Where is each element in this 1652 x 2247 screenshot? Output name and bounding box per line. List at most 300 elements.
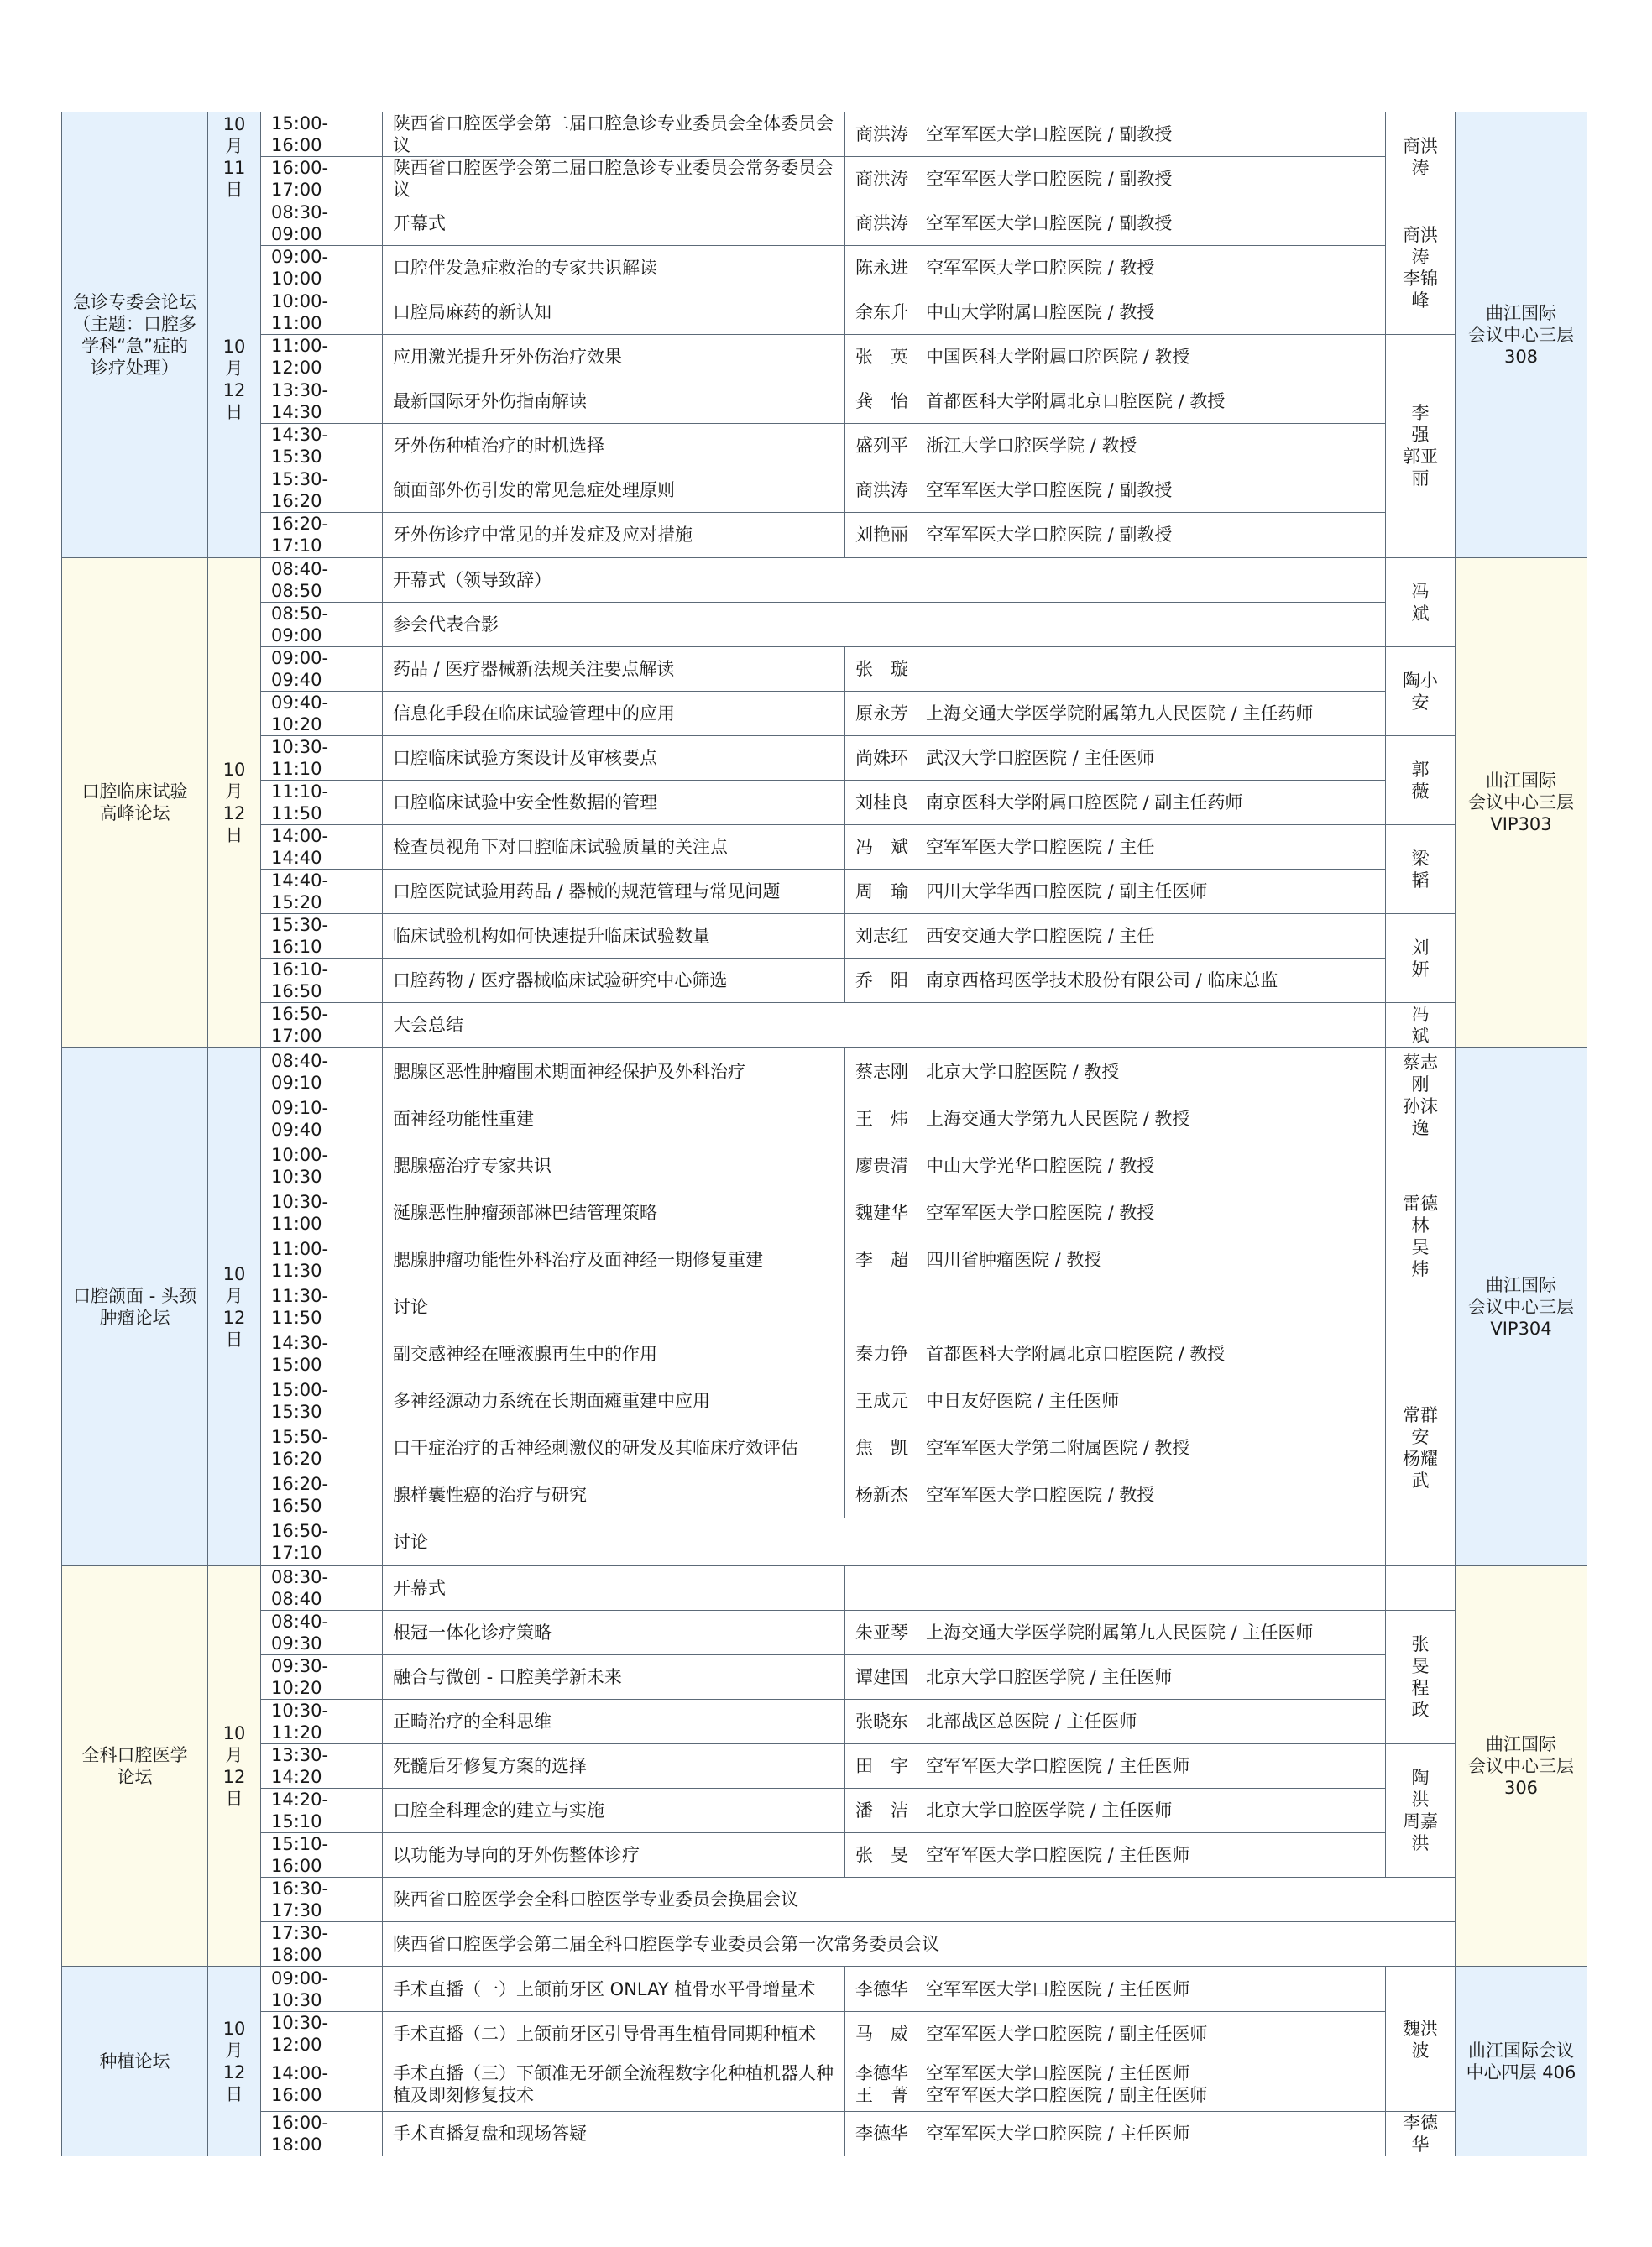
host-name [1396, 135, 1445, 179]
speaker-cell [845, 424, 1386, 468]
speaker-name: 刘志红 [855, 926, 908, 946]
speaker-line [855, 1484, 1375, 1506]
host-name-line: 郭 薇 [1411, 759, 1447, 802]
date-text [218, 759, 250, 846]
speaker-line [855, 1061, 1375, 1083]
speaker-cell [845, 1048, 1386, 1095]
speaker-name: 王 炜 [855, 1108, 908, 1129]
speaker-name: 马 威 [855, 2024, 908, 2044]
speaker-line [855, 2084, 1375, 2106]
speaker-name: 廖贵清 [855, 1155, 908, 1176]
speaker-name: 商洪涛 [855, 169, 908, 189]
session-time: 10:30-11:10 [261, 736, 383, 781]
speaker-affiliation: 武汉大学口腔医院 / 主任医师 [926, 748, 1155, 768]
date-text [218, 2018, 250, 2105]
table-row [62, 825, 1587, 870]
session-topic: 多神经源动力系统在长期面瘫重建中应用 [383, 1377, 845, 1424]
host-name [1396, 1404, 1445, 1492]
session-date [208, 558, 261, 1048]
session-topic: 口干症治疗的舌神经刺激仪的研发及其临床疗效评估 [383, 1424, 845, 1471]
speaker-cell [845, 335, 1386, 379]
table-row [62, 1283, 1587, 1330]
table-row [62, 112, 1587, 157]
session-topic: 信息化手段在临床试验管理中的应用 [383, 692, 845, 736]
speaker-name: 李德华 [855, 2124, 908, 2144]
session-topic: 开幕式 [383, 1566, 845, 1611]
session-topic: 参会代表合影 [383, 603, 1386, 647]
speaker-name: 商洪涛 [855, 480, 908, 500]
session-time: 16:20-16:50 [261, 1471, 383, 1518]
venue-text-line: 中心四层 406 [1466, 2062, 1576, 2082]
speaker-name: 原永芳 [855, 703, 908, 724]
session-topic: 手术直播（二）上颌前牙区引导骨再生植骨同期种植术 [383, 2012, 845, 2056]
table-row [62, 2012, 1587, 2056]
date-text-line: 10月 [222, 336, 246, 379]
speaker-affiliation: 北京大学口腔医院 / 教授 [926, 1061, 1120, 1082]
speaker-affiliation: 中山大学光华口腔医院 / 教授 [926, 1155, 1155, 1176]
table-row [62, 1095, 1587, 1142]
speaker-name: 潘 洁 [855, 1800, 908, 1821]
speaker-name: 张晓东 [855, 1711, 908, 1732]
session-topic: 涎腺恶性肿瘤颈部淋巴结管理策略 [383, 1189, 845, 1236]
speaker-affiliation: 首都医科大学附属北京口腔医院 / 教授 [926, 391, 1226, 411]
session-topic: 腺样囊性癌的治疗与研究 [383, 1471, 845, 1518]
speaker-line [855, 1343, 1375, 1365]
table-row [62, 379, 1587, 424]
session-date [208, 1967, 261, 2156]
session-topic: 药品 / 医疗器械新法规关注要点解读 [383, 647, 845, 692]
speaker-name: 谭建国 [855, 1667, 908, 1687]
session-time: 15:30-16:20 [261, 468, 383, 513]
speaker-cell [845, 1700, 1386, 1744]
date-text-line: 10月 [222, 760, 246, 802]
host-name-line: 梁 韬 [1411, 848, 1447, 891]
venue-text [1466, 770, 1576, 835]
speaker-cell [845, 1789, 1386, 1833]
session-date [208, 201, 261, 557]
session-host [1386, 1744, 1456, 1878]
speaker-name: 盛列平 [855, 436, 908, 456]
speaker-affiliation: 中国医科大学附属口腔医院 / 教授 [926, 347, 1190, 367]
speaker-affiliation: 四川大学华西口腔医院 / 副主任医师 [926, 881, 1208, 901]
speaker-line [855, 1711, 1375, 1732]
session-time: 10:30-12:00 [261, 2012, 383, 2056]
speaker-cell [845, 1236, 1386, 1283]
session-date [208, 1566, 261, 1967]
session-time: 08:40-08:50 [261, 558, 383, 603]
speaker-cell [845, 2012, 1386, 2056]
session-host [1386, 647, 1456, 736]
table-row [62, 2056, 1587, 2112]
speaker-affiliation: 北京大学口腔医学院 / 主任医师 [926, 1800, 1173, 1821]
session-topic: 颌面部外伤引发的常见急症处理原则 [383, 468, 845, 513]
speaker-cell [845, 2056, 1386, 2112]
venue-text-line: 曲江国际 [1486, 302, 1556, 323]
speaker-line [855, 1249, 1375, 1271]
date-text-line: 10月 [222, 1263, 246, 1306]
date-text-line: 10月 [222, 2019, 246, 2061]
date-text-line: 11日 [222, 157, 246, 200]
host-name [1396, 1767, 1445, 1854]
speaker-line [855, 881, 1375, 902]
session-host [1386, 112, 1456, 201]
session-topic: 副交感神经在唾液腺再生中的作用 [383, 1330, 845, 1377]
host-name-line: 孙沫逸 [1403, 1095, 1438, 1138]
table-row [62, 290, 1587, 335]
forum-name-text-line: 学科“急”症的 [81, 335, 188, 356]
table-row [62, 1611, 1587, 1655]
session-topic: 陕西省口腔医学会第二届口腔急诊专业委员会常务委员会议 [383, 157, 845, 201]
venue-text-line: 会议中心三层 [1468, 792, 1574, 813]
speaker-cell [845, 914, 1386, 959]
session-topic: 口腔临床试验中安全性数据的管理 [383, 781, 845, 825]
session-topic: 口腔局麻药的新认知 [383, 290, 845, 335]
venue-text-line: 曲江国际会议 [1468, 2041, 1574, 2061]
speaker-line [855, 435, 1375, 457]
host-name [1396, 670, 1445, 713]
forum-name-text [72, 2051, 197, 2072]
session-topic: 正畸治疗的全科思维 [383, 1700, 845, 1744]
session-topic: 口腔医院试验用药品 / 器械的规范管理与常见问题 [383, 870, 845, 914]
speaker-affiliation: 空军军医大学口腔医院 / 主任医师 [926, 1845, 1190, 1865]
host-name-line: 魏洪波 [1403, 2018, 1438, 2061]
forum-block [61, 1967, 1587, 2156]
session-topic: 检查员视角下对口腔临床试验质量的关注点 [383, 825, 845, 870]
session-time: 15:50-16:20 [261, 1424, 383, 1471]
date-text-line: 10月 [222, 1723, 246, 1765]
forum-name-text [72, 1285, 197, 1329]
schedule-table [61, 112, 1587, 2156]
host-name-line: 商洪涛 [1403, 135, 1438, 178]
session-topic: 以功能为导向的牙外伤整体诊疗 [383, 1833, 845, 1878]
session-time: 14:30-15:30 [261, 424, 383, 468]
table-row [62, 1833, 1587, 1878]
table-row [62, 781, 1587, 825]
session-host [1386, 825, 1456, 914]
table-row [62, 603, 1587, 647]
venue-text-line: 会议中心三层 [1468, 1296, 1574, 1317]
session-time: 14:30-15:00 [261, 1330, 383, 1377]
forum-name [62, 1566, 208, 1967]
date-text-line: 12日 [222, 1767, 246, 1809]
forum-block [61, 112, 1587, 557]
speaker-line [855, 123, 1375, 145]
speaker-cell [845, 1189, 1386, 1236]
session-time: 16:20-17:10 [261, 513, 383, 557]
date-text [218, 1263, 250, 1351]
session-host [1386, 1003, 1456, 1048]
speaker-line [855, 1666, 1375, 1688]
host-name-line: 冯 斌 [1411, 581, 1447, 624]
session-topic: 口腔伴发急症救治的专家共识解读 [383, 246, 845, 290]
speaker-affiliation: 空军军医大学口腔医院 / 主任医师 [926, 1979, 1190, 1999]
session-time: 14:20-15:10 [261, 1789, 383, 1833]
forum-name-text-line: 论坛 [117, 1767, 153, 1787]
speaker-line [855, 1202, 1375, 1224]
session-time: 09:00-10:00 [261, 246, 383, 290]
session-time: 09:30-10:20 [261, 1655, 383, 1700]
session-time: 16:30-17:30 [261, 1878, 383, 1922]
session-time: 16:50-17:00 [261, 1003, 383, 1048]
speaker-cell [845, 1744, 1386, 1789]
speaker-cell [845, 513, 1386, 557]
session-time: 08:40-09:30 [261, 1611, 383, 1655]
table-row [62, 1655, 1587, 1700]
session-time: 08:40-09:10 [261, 1048, 383, 1095]
session-time: 10:30-11:20 [261, 1700, 383, 1744]
host-name [1396, 1003, 1445, 1047]
date-text [218, 336, 250, 423]
table-row [62, 1967, 1587, 2012]
speaker-name: 魏建华 [855, 1202, 908, 1223]
session-topic: 最新国际牙外伤指南解读 [383, 379, 845, 424]
table-row [62, 959, 1587, 1003]
speaker-cell [845, 692, 1386, 736]
venue-text [1466, 2040, 1576, 2083]
session-time: 14:00-16:00 [261, 2056, 383, 2112]
speaker-name: 王成元 [855, 1390, 908, 1411]
session-topic: 融合与微创 - 口腔美学新未来 [383, 1655, 845, 1700]
session-host [1386, 1566, 1456, 1611]
speaker-name: 杨新杰 [855, 1484, 908, 1505]
date-text-line: 12日 [222, 379, 246, 422]
session-topic: 腮腺区恶性肿瘤围术期面神经保护及外科治疗 [383, 1048, 845, 1095]
speaker-affiliation: 空军军医大学口腔医院 / 副教授 [926, 480, 1173, 500]
session-host [1386, 736, 1456, 825]
session-time: 09:40-10:20 [261, 692, 383, 736]
venue-text-line: VIP304 [1490, 1318, 1552, 1339]
table-row [62, 424, 1587, 468]
table-row [62, 647, 1587, 692]
speaker-affiliation: 空军军医大学第二附属医院 / 教授 [926, 1437, 1190, 1458]
forum-name [62, 112, 208, 557]
session-topic: 手术直播（三）下颌准无牙颌全流程数字化种植机器人种植及即刻修复技术 [383, 2056, 845, 2112]
session-topic: 口腔临床试验方案设计及审核要点 [383, 736, 845, 781]
forum-name-text-line: 诊疗处理） [91, 357, 179, 378]
speaker-line [855, 969, 1375, 991]
speaker-affiliation: 空军军医大学口腔医院 / 主任 [926, 837, 1155, 857]
speaker-affiliation: 空军军医大学口腔医院 / 主任医师 [926, 2062, 1190, 2083]
forum-name-text-line: 急诊专委会论坛 [73, 291, 196, 312]
speaker-cell [845, 112, 1386, 157]
speaker-name: 乔 阳 [855, 970, 908, 990]
speaker-name: 朱亚琴 [855, 1623, 908, 1643]
session-time: 09:10-09:40 [261, 1095, 383, 1142]
session-topic: 开幕式 [383, 201, 845, 246]
speaker-affiliation: 南京医科大学附属口腔医院 / 副主任药师 [926, 792, 1243, 813]
speaker-line [855, 1978, 1375, 2000]
speaker-name: 秦力铮 [855, 1343, 908, 1364]
table-row [62, 1922, 1587, 1967]
session-host [1386, 558, 1456, 647]
speaker-name: 余东升 [855, 302, 908, 322]
speaker-line [855, 1108, 1375, 1130]
speaker-cell [845, 1611, 1386, 1655]
host-name-line: 陶小安 [1403, 670, 1438, 713]
speaker-line [855, 524, 1375, 546]
speaker-name: 张 英 [855, 347, 908, 367]
forum-name [62, 1048, 208, 1565]
host-name [1396, 2112, 1445, 2156]
table-row [62, 1377, 1587, 1424]
venue-text-line: 曲江国际 [1486, 1734, 1556, 1754]
speaker-affiliation: 上海交通大学医学院附属第九人民医院 / 主任医师 [926, 1623, 1314, 1643]
speaker-line [855, 1155, 1375, 1177]
session-topic: 牙外伤种植治疗的时机选择 [383, 424, 845, 468]
speaker-cell [845, 468, 1386, 513]
speaker-name: 李 超 [855, 1249, 908, 1270]
session-topic: 面神经功能性重建 [383, 1095, 845, 1142]
table-row [62, 692, 1587, 736]
speaker-line [855, 1800, 1375, 1821]
speaker-line [855, 1622, 1375, 1643]
host-name-line: 陶 洪 [1411, 1768, 1447, 1810]
speaker-affiliation: 北京大学口腔医学院 / 主任医师 [926, 1667, 1173, 1687]
session-topic: 根冠一体化诊疗策略 [383, 1611, 845, 1655]
speaker-affiliation: 浙江大学口腔医学院 / 教授 [926, 436, 1137, 456]
venue-text-line: VIP303 [1490, 814, 1552, 834]
session-time: 16:00-17:00 [261, 157, 383, 201]
session-topic: 死髓后牙修复方案的选择 [383, 1744, 845, 1789]
session-time: 11:30-11:50 [261, 1283, 383, 1330]
host-name [1396, 848, 1445, 891]
speaker-line [855, 346, 1375, 368]
host-name [1396, 1052, 1445, 1139]
speaker-name: 陈永进 [855, 258, 908, 278]
speaker-affiliation: 上海交通大学医学院附属第九人民医院 / 主任药师 [926, 703, 1314, 724]
speaker-name: 商洪涛 [855, 124, 908, 144]
venue-text-line: 308 [1503, 346, 1539, 367]
forum-block [61, 1565, 1587, 1967]
forum-name-text [72, 781, 197, 824]
forum-block [61, 557, 1587, 1048]
table-row [62, 1789, 1587, 1833]
date-text [218, 113, 250, 201]
speaker-affiliation: 北部战区总医院 / 主任医师 [926, 1711, 1137, 1732]
host-name-line: 蔡志刚 [1403, 1052, 1438, 1095]
venue-text-line: 会议中心三层 [1468, 1756, 1574, 1776]
session-time: 08:50-09:00 [261, 603, 383, 647]
table-row [62, 736, 1587, 781]
speaker-cell [845, 1655, 1386, 1700]
host-name-line: 张 旻 [1411, 1634, 1447, 1676]
session-topic: 讨论 [383, 1283, 845, 1330]
speaker-line [855, 1437, 1375, 1459]
host-name [1396, 1193, 1445, 1280]
session-host [1386, 1967, 1456, 2112]
venue-text [1466, 1733, 1576, 1799]
speaker-line [855, 792, 1375, 813]
speaker-name: 焦 凯 [855, 1437, 908, 1458]
session-host [1386, 201, 1456, 335]
session-time: 15:00-16:00 [261, 112, 383, 157]
speaker-name: 刘桂良 [855, 792, 908, 813]
speaker-cell [845, 157, 1386, 201]
speaker-line [855, 1844, 1375, 1866]
speaker-cell [845, 201, 1386, 246]
host-name [1396, 1633, 1445, 1721]
session-topic: 开幕式（领导致辞） [383, 558, 1386, 603]
speaker-cell [845, 246, 1386, 290]
session-topic: 陕西省口腔医学会全科口腔医学专业委员会换届会议 [383, 1878, 1456, 1922]
host-name [1396, 937, 1445, 980]
table-row [62, 1744, 1587, 1789]
table-row [62, 201, 1587, 246]
table-row [62, 1518, 1587, 1565]
host-name [1396, 581, 1445, 624]
speaker-line [855, 390, 1375, 412]
speaker-line [855, 2023, 1375, 2045]
host-name-line: 郭亚丽 [1403, 447, 1438, 489]
forum-name [62, 558, 208, 1048]
speaker-line [855, 301, 1375, 323]
table-row [62, 558, 1587, 603]
session-time: 11:10-11:50 [261, 781, 383, 825]
speaker-cell [845, 1833, 1386, 1878]
venue-text [1466, 1274, 1576, 1340]
speaker-affiliation: 空军军医大学口腔医院 / 副教授 [926, 169, 1173, 189]
table-row [62, 513, 1587, 557]
speaker-name: 李德华 [855, 1979, 908, 1999]
speaker-cell [845, 1142, 1386, 1189]
speaker-affiliation: 上海交通大学第九人民医院 / 教授 [926, 1108, 1190, 1129]
speaker-affiliation: 空军军医大学口腔医院 / 副主任医师 [926, 2024, 1208, 2044]
session-topic: 手术直播复盘和现场答疑 [383, 2112, 845, 2156]
session-date [208, 112, 261, 201]
session-time: 08:30-08:40 [261, 1566, 383, 1611]
speaker-name: 周 瑜 [855, 881, 908, 901]
speaker-affiliation: 空军军医大学口腔医院 / 副主任医师 [926, 2084, 1208, 2105]
session-time: 11:00-12:00 [261, 335, 383, 379]
table-row [62, 468, 1587, 513]
speaker-line [855, 658, 1375, 680]
table-row [62, 1189, 1587, 1236]
session-host [1386, 1330, 1456, 1565]
speaker-cell [845, 870, 1386, 914]
host-name-line: 冯 斌 [1411, 1004, 1447, 1046]
speaker-cell [845, 1283, 1386, 1330]
session-time: 14:40-15:20 [261, 870, 383, 914]
host-name [1396, 402, 1445, 489]
speaker-line [855, 1390, 1375, 1412]
forum-name-text-line: 高峰论坛 [99, 803, 170, 823]
venue-text [1466, 302, 1576, 368]
speaker-name: 冯 斌 [855, 837, 908, 857]
session-topic: 大会总结 [383, 1003, 1386, 1048]
speaker-affiliation: 空军军医大学口腔医院 / 主任医师 [926, 2124, 1190, 2144]
speaker-line [855, 703, 1375, 724]
speaker-line [855, 747, 1375, 769]
session-host [1386, 1611, 1456, 1744]
speaker-affiliation: 西安交通大学口腔医院 / 主任 [926, 926, 1155, 946]
venue-text-line: 306 [1503, 1778, 1539, 1798]
session-topic: 牙外伤诊疗中常见的并发症及应对措施 [383, 513, 845, 557]
session-topic: 讨论 [383, 1518, 1386, 1565]
speaker-cell [845, 781, 1386, 825]
session-host [1386, 1142, 1456, 1330]
speaker-name: 商洪涛 [855, 213, 908, 233]
forum-venue [1456, 558, 1587, 1048]
forum-name-text-line: 全科口腔医学 [81, 1745, 188, 1765]
date-text [218, 1722, 250, 1810]
table-row [62, 1700, 1587, 1744]
table-row [62, 246, 1587, 290]
speaker-cell [845, 1566, 1386, 1611]
speaker-affiliation: 空军军医大学口腔医院 / 副教授 [926, 525, 1173, 545]
speaker-affiliation: 首都医科大学附属北京口腔医院 / 教授 [926, 1343, 1226, 1364]
forum-name [62, 1967, 208, 2156]
session-time: 14:00-14:40 [261, 825, 383, 870]
